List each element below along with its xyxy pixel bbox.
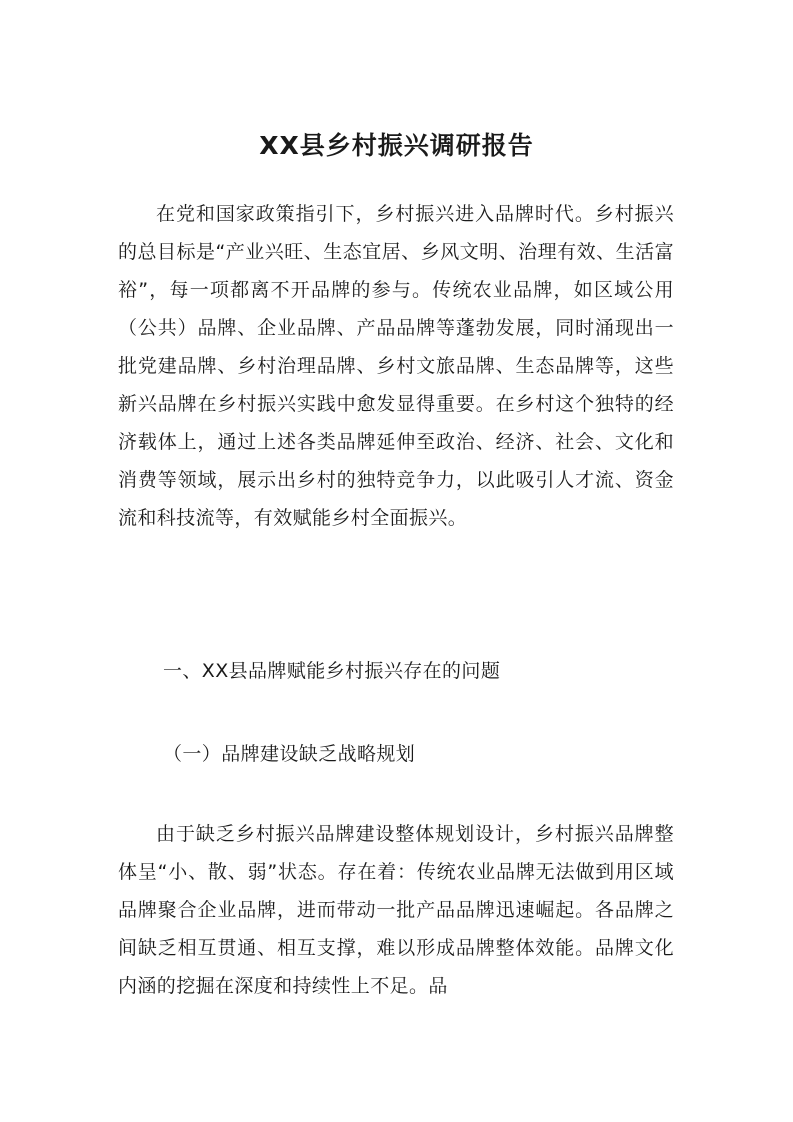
intro-paragraph: 在党和国家政策指引下，乡村振兴进入品牌时代。乡村振兴的总目标是“产业兴旺、生态宜居、乡风文明、治理有效、生活富裕”，每一项都离不开品牌的参与。传统农业品牌，如区域公用（公共）品牌、企业品牌、产品品牌等蓬勃发展，同时涌现出一批党建品牌、乡村治理品牌、乡村文旅品牌、生态品牌等，这些新兴品牌在乡村振兴实践中愈发显得重要。在乡村这个独特的经济载体上，通过上述各类品牌延伸至政治、经济、社会、文化和消费等领域，展示出乡村的独特竞争力，以此吸引人才流、资金流和科技流等，有效赋能乡村全面振兴。 bbox=[118, 203, 674, 529]
subsection-heading: （一）品牌建设缺乏战略规划 bbox=[163, 743, 416, 765]
document-title: XX县乡村振兴调研报告 bbox=[259, 131, 534, 160]
section-heading: 一、XX县品牌赋能乡村振兴存在的问题 bbox=[163, 660, 501, 682]
body-paragraph: 由于缺乏乡村振兴品牌建设整体规划设计，乡村振兴品牌整体呈“小、散、弱”状态。存在着：传统农业品牌无法做到用区域品牌聚合企业品牌，进而带动一批产品品牌迅速崛起。各品牌之间缺乏相互贯通、相互支撑，难以形成品牌整体效能。品牌文化内涵的挖掘在深度和持续性上不足。品 bbox=[118, 823, 674, 997]
